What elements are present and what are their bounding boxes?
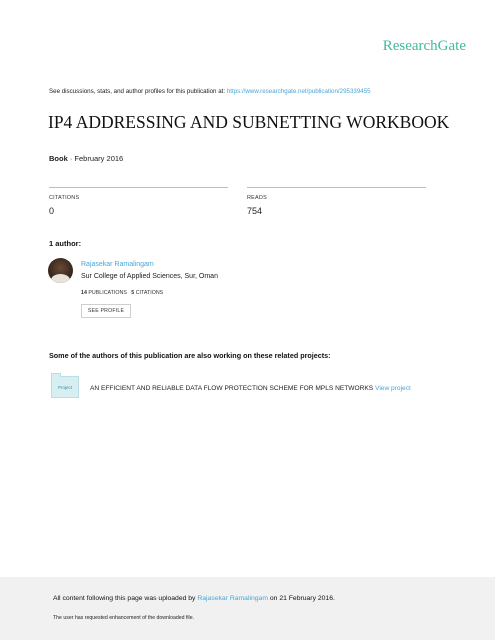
project-thumb-label: Project xyxy=(57,385,72,390)
reads-value: 754 xyxy=(247,206,263,216)
footer xyxy=(0,577,495,640)
publication-url-link[interactable]: https://www.researchgate.net/publication/295339455 xyxy=(226,88,371,95)
citations-label: CITATIONS xyxy=(49,195,80,201)
upload-line xyxy=(53,595,335,602)
author-name-link[interactable]: Rajasekar Ramalingam xyxy=(81,261,154,268)
avatar-shirt xyxy=(51,274,70,283)
project-item xyxy=(90,385,411,392)
publication-date: February 2016 xyxy=(74,154,124,163)
view-project-link[interactable]: View project xyxy=(375,385,411,392)
authors-heading: 1 author: xyxy=(49,239,82,248)
researchgate-logo[interactable]: ResearchGate xyxy=(382,38,466,54)
reads-label: READS xyxy=(247,195,267,201)
uploader-link[interactable]: Rajasekar Ramalingam xyxy=(197,595,268,602)
publications-label: PUBLICATIONS xyxy=(88,290,127,296)
upload-suffix: on 21 February 2016. xyxy=(267,595,335,602)
citations-divider xyxy=(49,187,228,188)
author-citations-label: CITATIONS xyxy=(135,290,164,296)
publication-type: Book xyxy=(49,154,68,163)
related-projects-heading: Some of the authors of this publication are also working on these related projects: xyxy=(49,351,331,360)
publications-count: 14 xyxy=(81,290,87,296)
enhancement-note: The user has requested enhancement of the downloaded file. xyxy=(53,615,195,621)
upload-prefix: All content following this page was uploaded by xyxy=(53,595,198,602)
author-counts xyxy=(81,290,163,296)
author-affiliation: Sur College of Applied Sciences, Sur, Oman xyxy=(81,273,218,280)
citations-value: 0 xyxy=(49,206,55,216)
project-folder-icon[interactable] xyxy=(51,376,79,398)
author-citations-count: 5 xyxy=(131,290,135,296)
discussion-line xyxy=(49,88,371,95)
publication-title: IP4 ADDRESSING AND SUBNETTING WORKBOOK xyxy=(48,112,450,132)
project-title: AN EFFICIENT AND RELIABLE DATA FLOW PROTECTION SCHEME FOR MPLS NETWORKS xyxy=(90,385,374,392)
meta-separator: · xyxy=(67,154,75,163)
discussion-prefix: See discussions, stats, and author profiles for this publication at: xyxy=(49,88,227,95)
author-avatar[interactable] xyxy=(48,258,73,283)
publication-meta xyxy=(49,154,123,163)
reads-divider xyxy=(247,187,426,188)
see-profile-button[interactable]: SEE PROFILE xyxy=(81,304,131,318)
